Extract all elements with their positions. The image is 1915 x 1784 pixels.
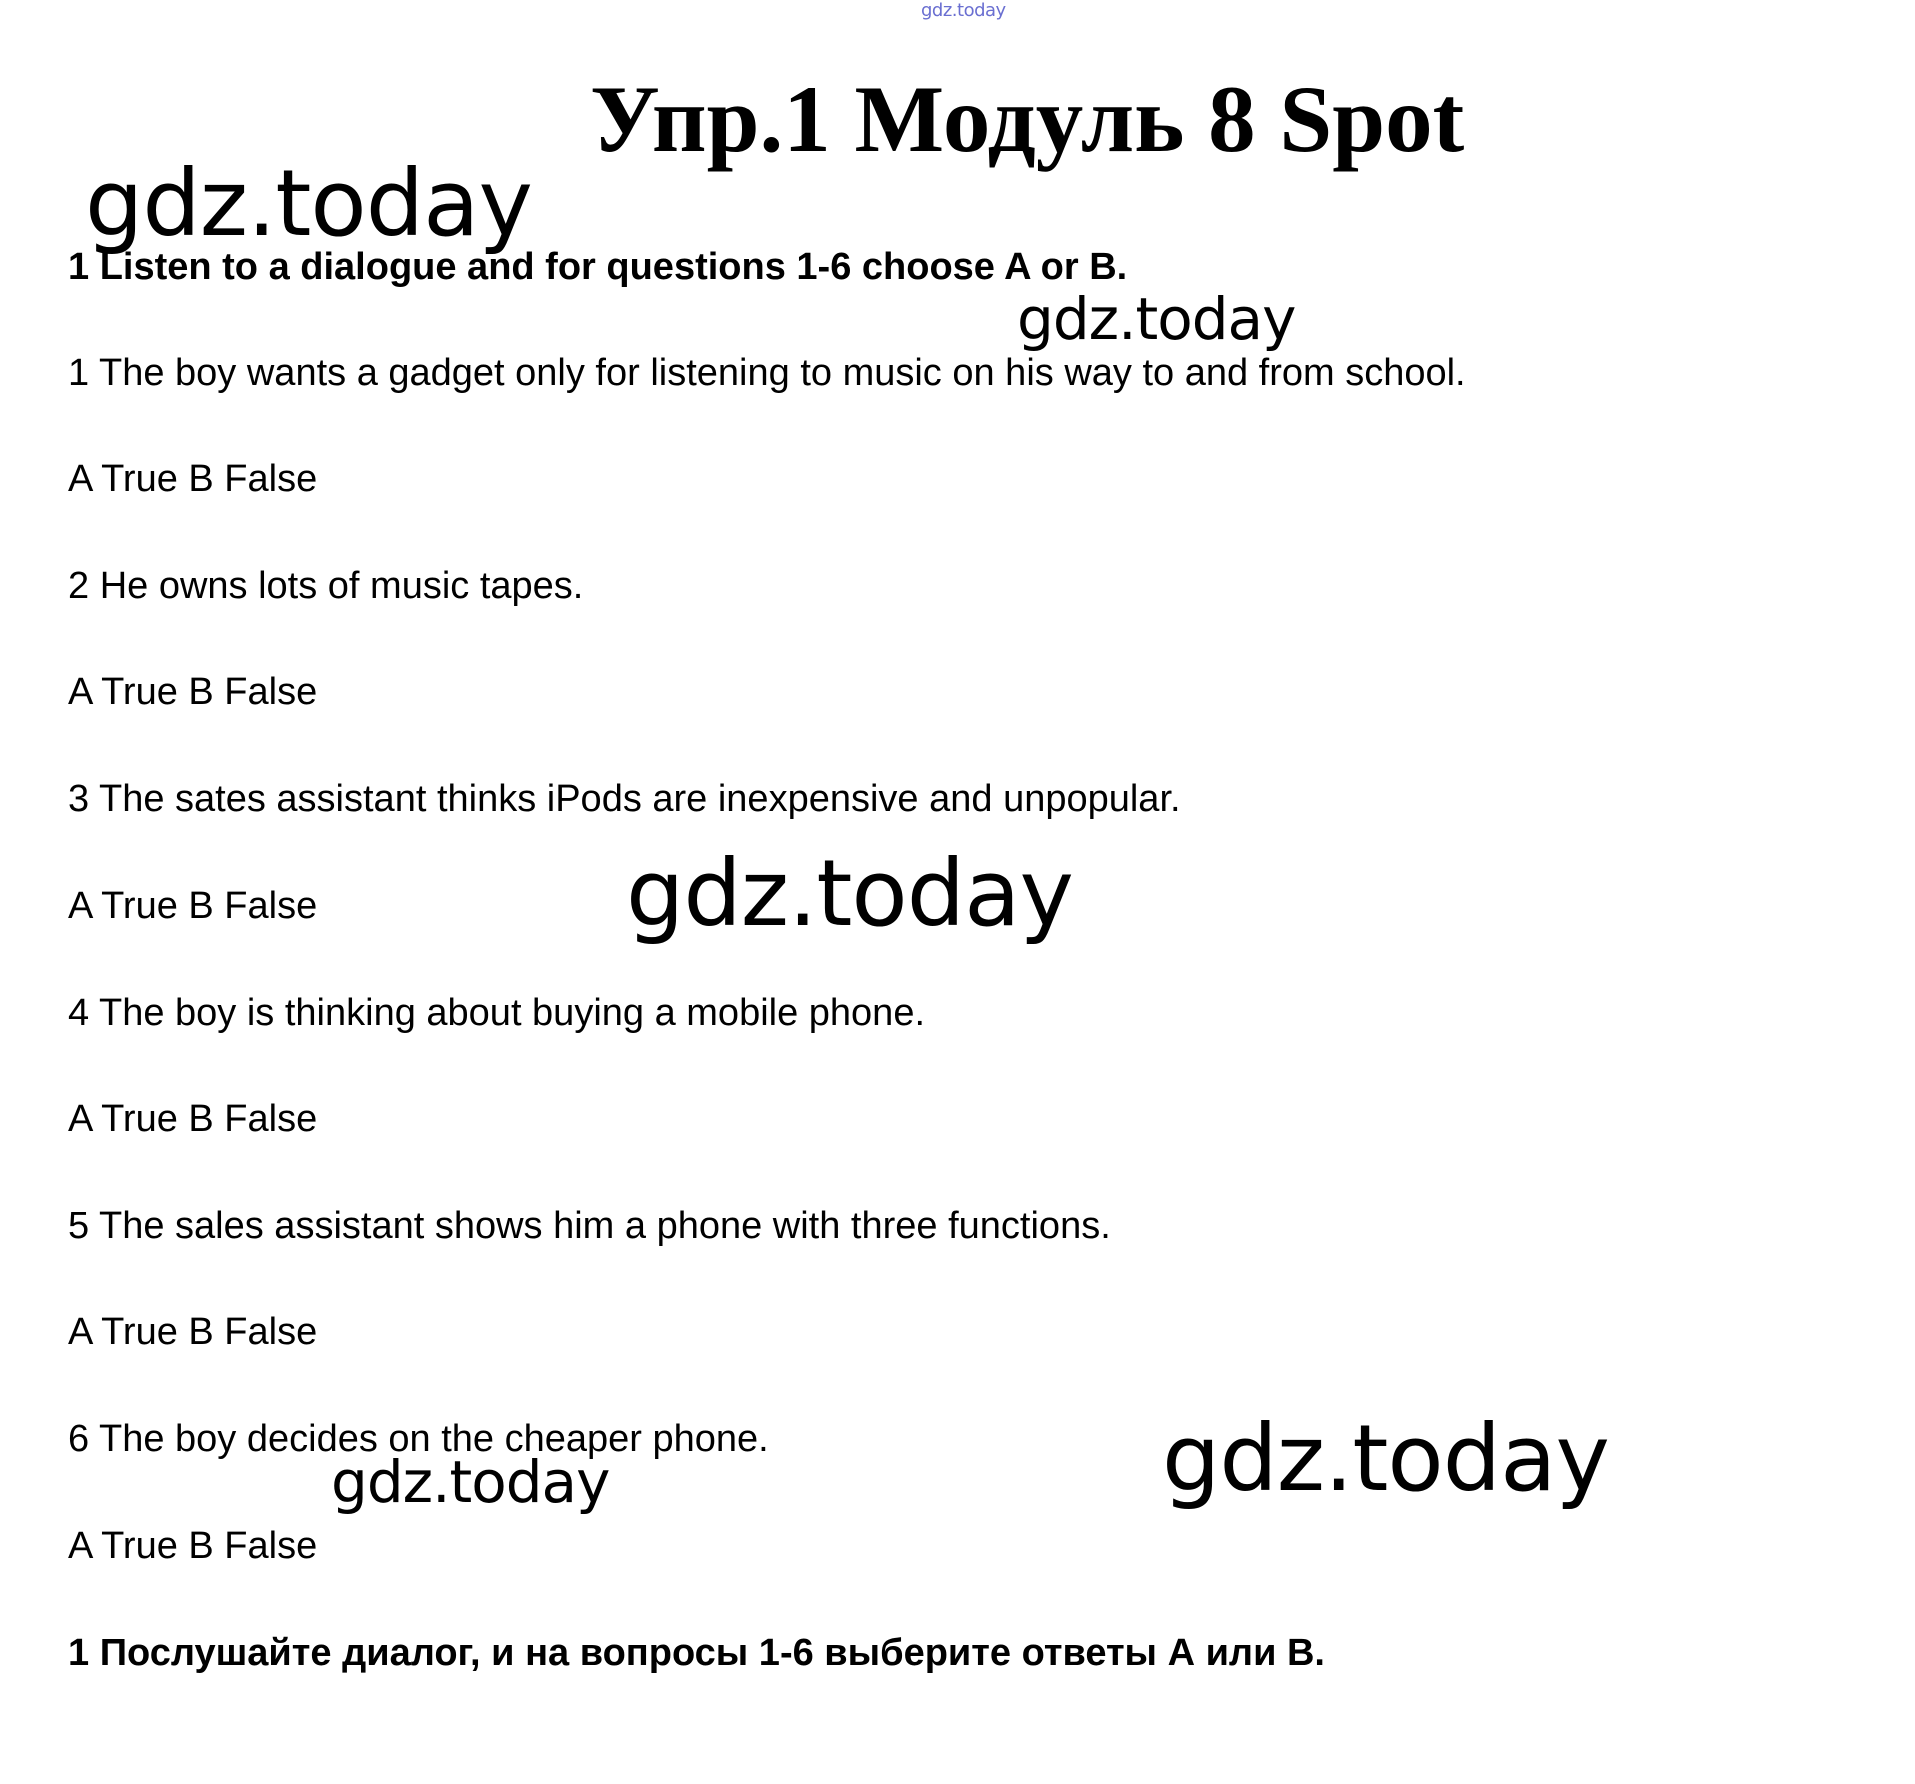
answer-options-3: A True B False [68, 885, 318, 927]
watermark-logo: gdz.today [626, 840, 1073, 947]
page-title: Упр.1 Модуль 8 Spot [590, 66, 1465, 172]
question-3: 3 The sates assistant thinks iPods are inexpensive and unpopular. [68, 778, 1181, 820]
watermark-logo: gdz.today [1017, 285, 1296, 353]
question-6: 6 The boy decides on the cheaper phone. [68, 1418, 769, 1460]
answer-options-6: A True B False [68, 1525, 318, 1567]
site-watermark-top: gdz.today [921, 0, 1006, 21]
watermark-logo: gdz.today [85, 150, 532, 257]
translation-heading: 1 Послушайте диалог, и на вопросы 1-6 выберите ответы А или В. [68, 1632, 1325, 1674]
question-2: 2 He owns lots of music tapes. [68, 565, 584, 607]
question-4: 4 The boy is thinking about buying a mobile phone. [68, 992, 926, 1034]
question-5: 5 The sales assistant shows him a phone with three functions. [68, 1205, 1111, 1247]
answer-options-2: A True B False [68, 671, 318, 713]
task-heading: 1 Listen to a dialogue and for questions 1-6 choose A or B. [68, 246, 1128, 288]
answer-options-4: A True B False [68, 1098, 318, 1140]
answer-options-1: A True B False [68, 458, 318, 500]
answer-options-5: A True B False [68, 1311, 318, 1353]
watermark-logo: gdz.today [1162, 1405, 1609, 1512]
question-1: 1 The boy wants a gadget only for listening to music on his way to and from school. [68, 352, 1466, 394]
watermark-logo: gdz.today [331, 1448, 610, 1516]
